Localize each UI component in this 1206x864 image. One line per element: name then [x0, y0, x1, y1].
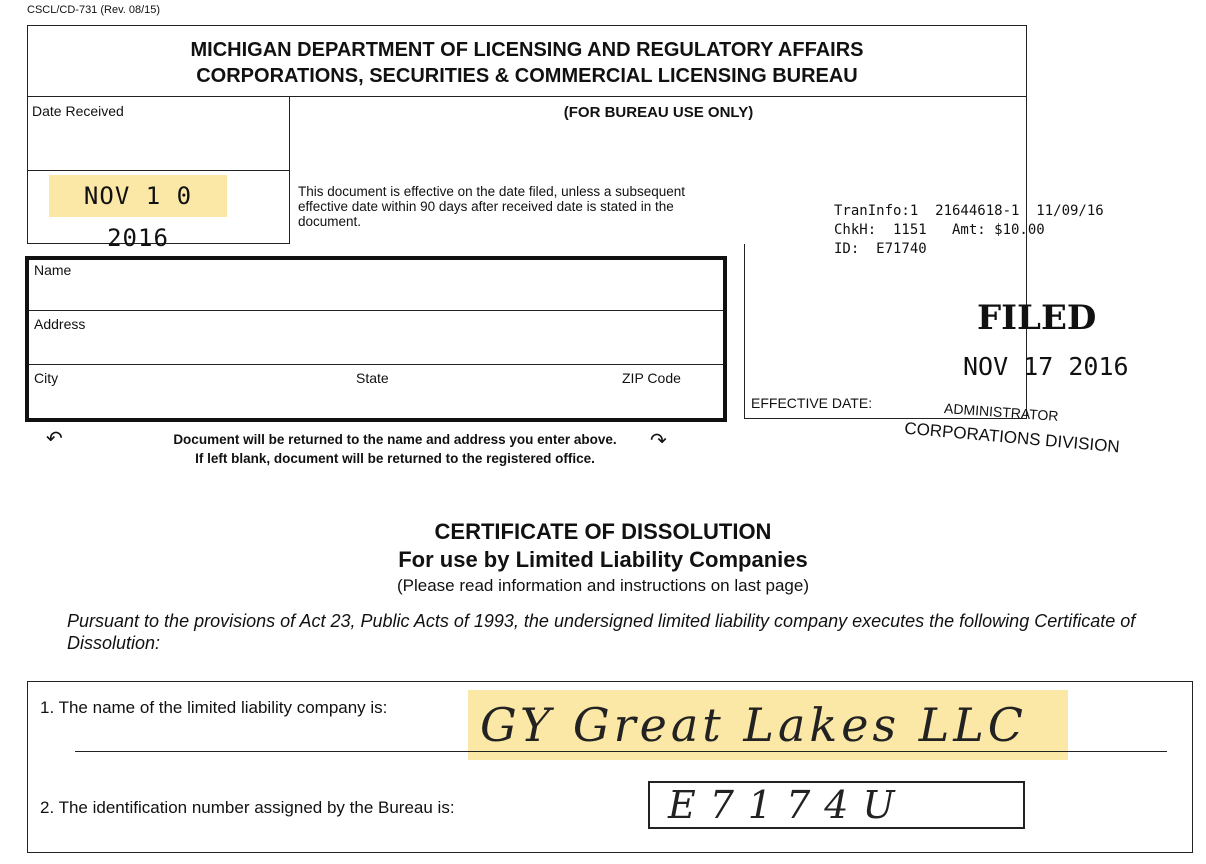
form-code: CSCL/CD-731 (Rev. 08/15)	[27, 4, 161, 16]
city-label: City	[34, 370, 59, 386]
city-field[interactable]	[34, 390, 334, 412]
company-name-field[interactable]: GY Great Lakes LLC	[468, 690, 1068, 760]
return-note-line2: If left blank, document will be returned to the registered office.	[195, 451, 595, 466]
date-divider	[27, 170, 290, 171]
zip-label: ZIP Code	[622, 370, 681, 386]
bureau-use-heading: (FOR BUREAU USE ONLY)	[563, 104, 754, 121]
effective-note: This document is effective on the date filed, unless a subsequent effective date within 90 days after received date is stated in the document.	[298, 184, 685, 229]
effective-date-label: EFFECTIVE DATE:	[751, 395, 873, 411]
city-divider	[29, 364, 723, 365]
identification-number-field[interactable]: E7174U	[648, 781, 1025, 829]
certificate-title: CERTIFICATE OF DISSOLUTION	[434, 519, 772, 544]
return-note-line1: Document will be returned to the name and address you enter above.	[173, 432, 617, 447]
filed-stamp-division: CORPORATIONS DIVISION	[903, 418, 1121, 457]
address-label: Address	[34, 316, 86, 332]
header-box	[27, 25, 1027, 97]
name-label: Name	[34, 262, 72, 278]
filed-stamp-date: NOV 17 2016	[963, 352, 1129, 381]
filed-stamp-word: FILED	[977, 298, 1097, 338]
curved-arrow-left-icon: ↶	[46, 428, 63, 450]
pursuant-statement: Pursuant to the provisions of Act 23, Public Acts of 1993, the undersigned limited liability company executes the following Certificate of Dissolution:	[67, 611, 1136, 653]
traninfo-line: TranInfo:1 21644618-1 11/09/16	[834, 203, 1104, 219]
certificate-subtitle: For use by Limited Liability Companies	[398, 547, 808, 572]
filed-stamp-admin: ADMINISTRATOR	[943, 400, 1060, 424]
item1-label: 1. The name of the limited liability company is:	[40, 698, 388, 717]
state-label: State	[356, 370, 389, 386]
certificate-note: (Please read information and instructions on last page)	[396, 576, 809, 595]
state-field[interactable]	[356, 390, 596, 412]
date-received-stamp: NOV 1 0 2016	[49, 175, 227, 217]
return-note	[60, 430, 730, 468]
address-field[interactable]	[34, 335, 714, 359]
address-divider	[29, 310, 723, 311]
date-received-label: Date Received	[32, 103, 124, 119]
zip-field[interactable]	[622, 390, 718, 412]
company-name-line	[75, 751, 1167, 752]
traninfo-line: ID: E71740	[834, 241, 927, 257]
bureau-title: CORPORATIONS, SECURITIES & COMMERCIAL LICENSING BUREAU	[196, 65, 858, 87]
name-field[interactable]	[34, 282, 714, 306]
curved-arrow-right-icon: ↷	[650, 430, 667, 452]
department-title: MICHIGAN DEPARTMENT OF LICENSING AND REGULATORY AFFAIRS	[190, 39, 864, 61]
item2-label: 2. The identification number assigned by the Bureau is:	[40, 798, 455, 817]
traninfo-line: ChkH: 1151 Amt: $10.00	[834, 222, 1045, 238]
